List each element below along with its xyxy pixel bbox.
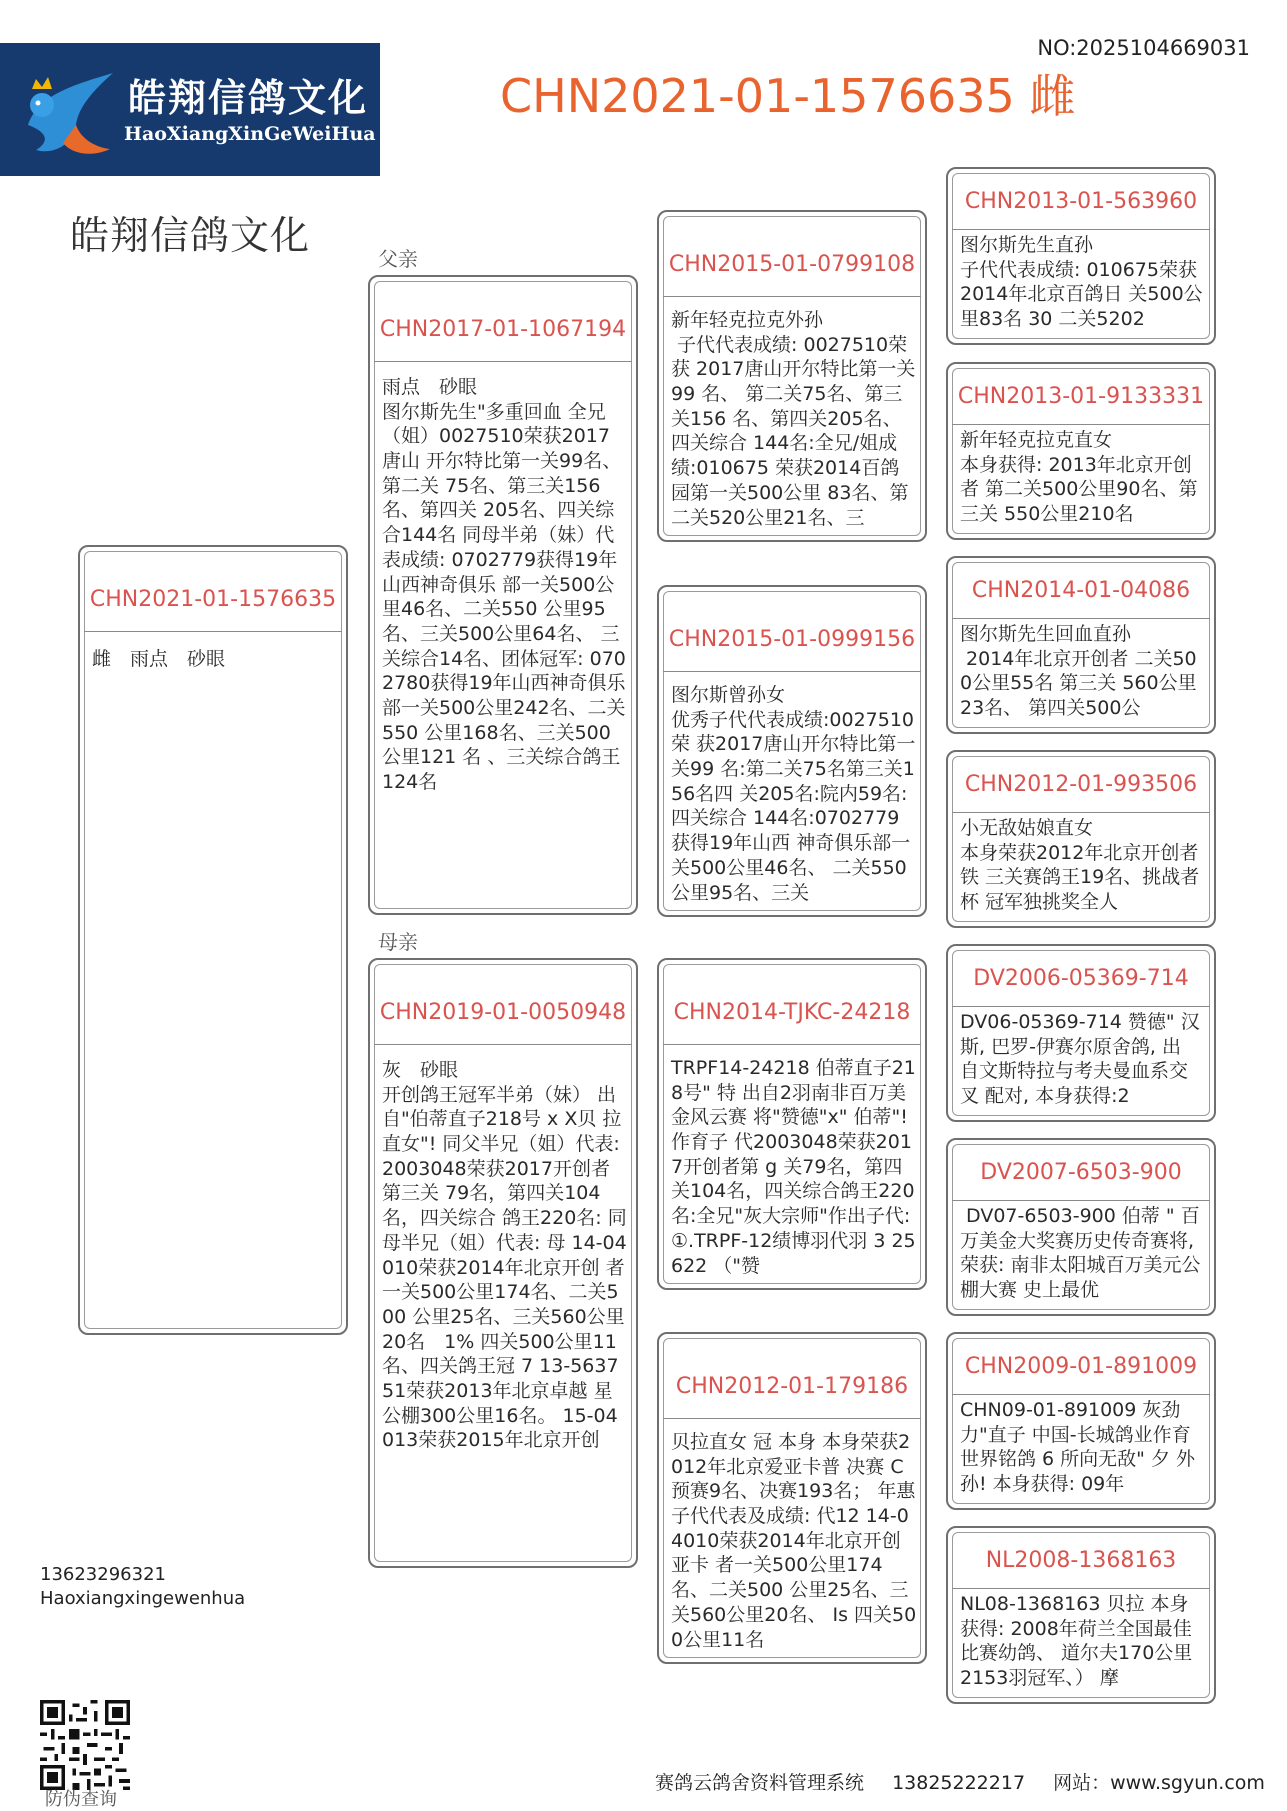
maternal-grandsire-description: TRPF14-24218 伯蒂直子218号" 特 出自2羽南非百万美金风云赛 将"赞德"x" 伯蒂"!作育子 代2003048荣获2017开创者第 g 关79名，第四关104名，四关综合鸽王220名:全兄"灰大宗师"作出子代:①.TRPF-12绩博羽代羽 3 25622 （"赞 [671,1057,916,1277]
gen3-card-2 [946,362,1216,540]
gen3-description: CHN09-01-891009 灰劲力"直子 中国-长城鸽业作育 世界铭鸽 6 所向无敌" 夕 外孙! 本身获得: 09年 [960,1399,1197,1496]
paternal-grandsire-ring-id: CHN2015-01-0799108 [668,252,916,277]
qr-code-icon[interactable] [40,1700,130,1790]
maternal-grandsire-card [657,958,927,1290]
paternal-granddam-description: 图尔斯曾孙女 优秀子代代表成绩:0027510荣 获2017唐山开尔特比第一关99 名:第二关75名第三关156名四 关205名:院内59名:四关综合 144名:0702779获得19年山西 神奇俱乐部一关500公里46名、 二关550公里95名、三关 [671,684,916,904]
gen3-ring-id: CHN2014-01-04086 [971,578,1191,603]
pigeon-logo-icon [18,65,128,160]
mother-section-label: 母亲 [378,930,418,954]
father-ring-id: CHN2017-01-1067194 [379,317,627,342]
gen3-description: DV07-6503-900 伯蒂 " 百万美金大奖赛历史传奇赛将, 荣获: 南非太阳城百万美元公棚大赛 史上最优 [960,1205,1201,1302]
paternal-grandsire-card [657,210,927,542]
brand-name-cn: 皓翔信鸽文化 [128,76,369,120]
contact-phone: 13623296321 [40,1564,166,1585]
maternal-granddam-card [657,1332,927,1664]
gen3-description: 图尔斯先生回血直孙 2014年北京开创者 二关500公里55名 第三关 560公里23名、 第四关500公 [960,623,1197,720]
father-card [368,275,638,915]
contact-account: Haoxiangxingewenhua [40,1588,246,1610]
paternal-grandsire-description: 新年轻克拉克外孙 子代代表成绩: 0027510荣获 2017唐山开尔特比第一关99 名、 第二关75名、第三关156 名、第四关205名、四关综合 144名:全兄/姐成绩:010675 荣获2014百鸽园第一关500公里 83名、第二关520公里21名、三 [671,309,916,529]
gen3-card-6 [946,1138,1216,1316]
brand-name-en: HaoXiangXinGeWeiHua [124,123,376,145]
footer-phone: 13825222217 [892,1772,1026,1794]
footer [655,1768,1287,1795]
document-number: NO:2025104669031 [1037,36,1250,60]
anti-counterfeit-label: 防伪查询 [45,1789,117,1810]
brand-banner [0,43,380,176]
page-title: CHN2021-01-1576635 雌 [500,69,1076,123]
father-description: 雨点 砂眼 图尔斯先生"多重回血 全兄（姐）0027510荣获2017唐山 开尔特比第一关99名、第二关 75名、第三关156名、第四关 205名、四关综合144名 同母半弟（妹）代表成绩: 0702779获得19年山西神奇俱乐 部一关500公里46名、二关550 公里95名、三关500公里64名、 三关综合14名、团体冠军: 0702780获得19年山西神奇俱乐 部一关500公里242名、二关550 公里168名、三关500公里121 名 、三关综合鸽王124名 [382,376,626,793]
paternal-granddam-card [657,585,927,917]
gen3-card-8 [946,1526,1216,1704]
maternal-grandsire-ring-id: CHN2014-TJKC-24218 [673,1000,911,1025]
gen3-description: DV06-05369-714 赞德" 汉斯, 巴罗-伊赛尔原舍鸽, 出 自文斯特拉与考夫曼血系交叉 配对, 本身获得:2 [960,1011,1200,1108]
gen3-ring-id: DV2007-6503-900 [980,1160,1182,1185]
gen3-card-4 [946,750,1216,928]
subject-ring-id: CHN2021-01-1576635 [89,587,337,612]
mother-ring-id: CHN2019-01-0050948 [379,1000,627,1025]
gen3-description: NL08-1368163 贝拉 本身获得: 2008年荷兰全国最佳比赛幼鸽、 道尔夫170公里 2153羽冠军、） 摩 [960,1593,1199,1690]
gen3-ring-id: CHN2013-01-9133331 [957,384,1205,409]
paternal-granddam-ring-id: CHN2015-01-0999156 [668,627,916,652]
mother-card [368,958,638,1568]
gen3-card-5 [946,944,1216,1122]
gen3-ring-id: NL2008-1368163 [985,1548,1177,1573]
gen3-ring-id: DV2006-05369-714 [973,966,1189,991]
maternal-granddam-description: 贝拉直女 冠 本身 本身荣获2012年北京爱亚卡普 决赛 C 预赛9名、决赛193名； 年惠 子代代表及成绩: 代12 14-04010荣获2014年北京开创 亚卡 者一关500公里174名、二关500 公里25名、三关560公里20名、 Is 四关500公里11名 [671,1431,922,1651]
gen3-card-7 [946,1332,1216,1510]
gen3-description: 新年轻克拉克直女 本身获得: 2013年北京开创者 第二关500公里90名、第三关 550公里210名 [960,429,1198,526]
footer-system-name: 赛鸽云鸽舍资料管理系统 [655,1772,865,1794]
gen3-ring-id: CHN2013-01-563960 [964,189,1198,214]
gen3-ring-id: CHN2009-01-891009 [964,1354,1198,1379]
site-name: 皓翔信鸽文化 [70,214,311,259]
subject-card [78,545,348,1335]
footer-website[interactable]: 网站：www.sgyun.com [1053,1772,1265,1794]
gen3-card-3 [946,556,1216,734]
gen3-description: 图尔斯先生直孙 子代代表成绩: 010675荣获2014年北京百鸽日 关500公里83名 30 二关5202 [960,234,1203,331]
gen3-ring-id: CHN2012-01-993506 [964,772,1198,797]
maternal-granddam-ring-id: CHN2012-01-179186 [675,1374,909,1399]
father-section-label: 父亲 [378,247,418,271]
gen3-description: 小无敌姑娘直女 本身荣获2012年北京开创者铁 三关赛鸽王19名、挑战者杯 冠军独挑奖全人 [960,817,1200,914]
subject-description: 雌 雨点 砂眼 [92,648,226,670]
gen3-card-1 [946,167,1216,345]
mother-description: 灰 砂眼 开创鸽王冠军半弟（妹） 出自"伯蒂直子218号 x X贝 拉直女"! 同父半兄（姐）代表: 2003048荣获2017开创者第三关 79名，第四关104名，四关综合 鸽王220名: 同母半兄（姐）代表: 母 14-04010荣获2014年北京开创 者一关500公里174名、二关500 公里25名、三关560公里20名 1% 四关500公里11名、四关鸽王冠 7 13-563751荣获2013年北京卓越 星公棚300公里16名。 15-04013荣获2015年北京开创 [382,1059,627,1452]
contact-info [40,1563,245,1612]
